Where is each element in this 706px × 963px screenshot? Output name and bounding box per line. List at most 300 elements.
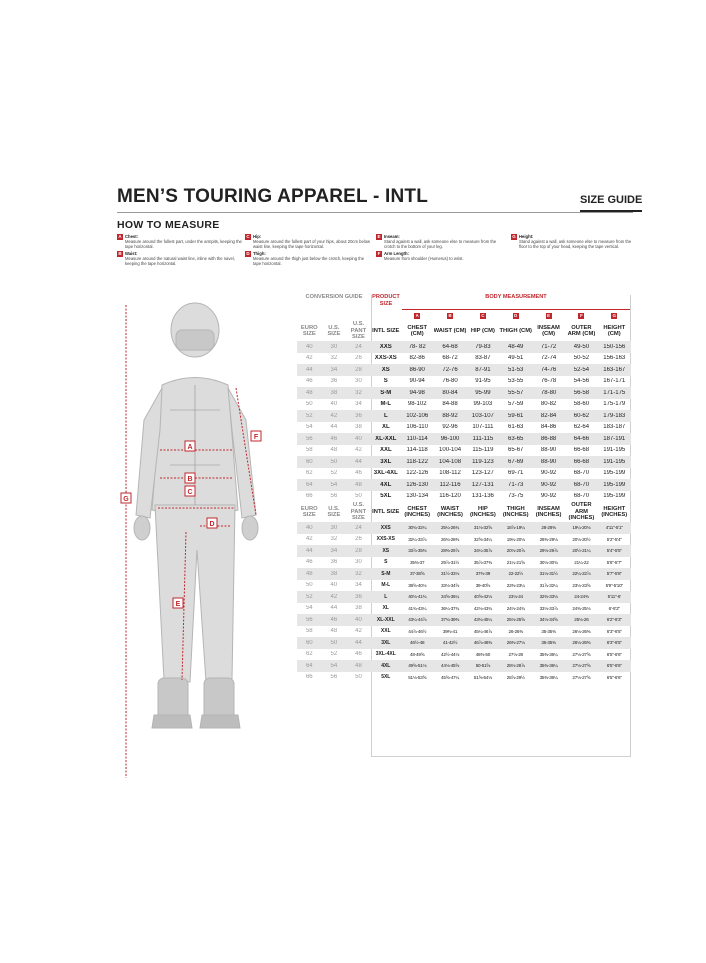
table-cell: 56-58 (573, 389, 590, 396)
table-cell: 191-195 (603, 447, 626, 454)
table-cell: 44 (330, 605, 338, 612)
table-cell: 40⅝-42⅛ (473, 594, 492, 600)
table-cell: 76-80 (442, 378, 458, 385)
table-cell: 48-49⅝ (410, 651, 425, 657)
table-cell: 50 (330, 639, 338, 646)
inch-header-row (297, 502, 631, 522)
table-cell: 40 (355, 435, 362, 442)
table-cell: 150-156 (603, 343, 626, 350)
table-cell: 66 (305, 674, 313, 681)
table-cell: 46 (305, 559, 313, 566)
table-cell: 94-98 (409, 389, 425, 396)
table-cell: 104-108 (439, 458, 462, 465)
table-cell: 60 (305, 458, 313, 465)
table-cell: XXS (380, 524, 391, 531)
table-cell: 68-70 (573, 470, 590, 477)
table-cell: 108-112 (439, 470, 461, 477)
table-cell: 20⅛-20½ (572, 536, 591, 542)
table-cell: 56 (305, 616, 313, 623)
table-cell: 35⅜-36¼ (539, 674, 558, 680)
column-header: INSEAM (INCHES) (535, 505, 562, 518)
table-cell: 6'3"-6'5" (606, 628, 622, 634)
column-header: INTL SIZE (372, 327, 400, 334)
table-cell: 19¼-20⅛ (506, 536, 525, 542)
table-cell: 42½-44⅛ (441, 651, 460, 657)
table-cell: 20½-21¼ (572, 548, 591, 554)
instruction-chest: A Chest: Measure around the fullest part, under the armpits, keeping the tape horizontal. (118, 234, 242, 249)
table-row (297, 603, 631, 615)
table-cell: 167-171 (603, 378, 626, 385)
column-header: THIGH (CM) (499, 327, 532, 334)
table-cell: 54-56 (573, 378, 590, 385)
table-cell: 32⅜-33⅛ (539, 594, 558, 600)
column-header: INTL SIZE (372, 508, 400, 515)
table-cell: 34¼-35⅞ (473, 548, 492, 554)
table-cell: 18⅞-19¼ (506, 525, 525, 531)
badge-d: D (246, 251, 250, 256)
table-cell: 36 (355, 593, 362, 600)
table-cell: 39⅜-41 (442, 628, 458, 634)
table-cell: 46 (305, 378, 313, 385)
badge-e: E (377, 234, 381, 239)
table-cell: 22-22½ (508, 571, 523, 577)
table-cell: 50 (355, 493, 362, 500)
table-cell: 66-68 (573, 447, 590, 454)
table-cell: 5XL (381, 674, 391, 681)
table-cell: 82-86 (409, 355, 425, 362)
table-cell: 34 (330, 366, 338, 373)
table-row (297, 341, 631, 353)
instruction-thigh: D Thigh: Measure around the thigh just below the crotch, keeping the tape horizontal. (246, 251, 365, 266)
table-cell: 34⅛-34⅝ (539, 617, 558, 623)
table-cell: 88-90 (540, 447, 557, 454)
instruction-arm-length: F Arm Length: Measure from shoulder (Humerus) to wrist. (377, 251, 464, 261)
table-cell: 22¼-22⅞ (572, 571, 591, 577)
table-cell: 30 (355, 559, 362, 566)
table-cell: 44 (355, 639, 362, 646)
table-cell: 5'7"-5'8" (606, 571, 622, 577)
table-cell: XS (381, 366, 390, 373)
table-cell: 195-199 (603, 470, 626, 477)
table-cell: 56 (330, 493, 338, 500)
table-cell: 130-134 (406, 493, 429, 500)
table-row (297, 660, 631, 672)
table-cell: S-M (380, 389, 392, 396)
table-cell: 66-68 (573, 458, 590, 465)
table-cell: 21¼-22 (574, 559, 589, 565)
table-cell: S (384, 559, 388, 566)
table-cell: 26 (355, 536, 362, 543)
table-cell: 64 (305, 662, 313, 669)
table-cell: 36 (330, 378, 338, 385)
table-cell: 35⅜-36¼ (539, 663, 558, 669)
column-header: WAIST (INCHES) (437, 505, 463, 518)
table-row (297, 522, 631, 534)
table-cell: 118-122 (406, 458, 428, 465)
table-cell: 45¼-46⅞ (473, 628, 492, 634)
table-cell: 42 (330, 593, 338, 600)
table-cell: 46⅞-48⅜ (473, 640, 492, 646)
table-cell: 20⅛-20⅞ (506, 548, 525, 554)
cm-header-row (297, 321, 631, 341)
table-cell: 83-87 (475, 355, 491, 362)
table-row (297, 626, 631, 638)
table-cell: 73-75 (508, 493, 524, 500)
table-cell: 106-110 (406, 424, 428, 431)
table-cell: 48-49 (508, 343, 524, 350)
figure-tag-b (185, 473, 195, 483)
figure-tag-e (173, 598, 183, 608)
table-cell: 51-53 (508, 366, 524, 373)
table-cell: 33⅞-35⅜ (408, 548, 427, 554)
table-cell: 6'5"-6'6" (606, 651, 622, 657)
table-cell: 58 (305, 628, 313, 635)
table-row (297, 591, 631, 603)
svg-text:E: E (175, 601, 181, 608)
table-cell: 24⅛-24¾ (506, 605, 525, 611)
table-cell: 34⅝-36¼ (441, 594, 460, 600)
table-cell: 31½-33⅛ (441, 571, 460, 577)
table-cell: 35⅜-36¼ (539, 651, 558, 657)
table-cell: 44 (355, 458, 362, 465)
table-cell: 46 (330, 616, 338, 623)
table-cell: 38 (355, 605, 362, 612)
table-cell: 44⅛-45⅝ (441, 663, 460, 669)
table-cell: 44 (305, 547, 313, 554)
table-cell: 37¾-39⅜ (441, 617, 460, 623)
table-cell: 28 (355, 547, 362, 554)
table-cell: 32¼-33⅞ (408, 536, 427, 542)
table-cell: 50 (305, 401, 313, 408)
table-cell: 42 (305, 355, 313, 362)
table-cell: 24 (355, 343, 362, 350)
table-cell: 26-26⅜ (508, 628, 523, 634)
table-cell: 68-70 (573, 481, 590, 488)
table-row (297, 433, 631, 445)
table-cell: 71-72 (540, 343, 557, 350)
table-cell: XL (381, 424, 390, 431)
table-cell: 95-99 (475, 389, 491, 396)
svg-text:B: B (187, 476, 193, 483)
table-cell: 24-24⅜ (574, 594, 589, 600)
table-row (297, 445, 631, 457)
table-cell: 23⅛-24 (508, 594, 523, 600)
table-cell: 52 (330, 651, 338, 658)
table-cell: 50 (330, 458, 338, 465)
column-letter-badge: A (415, 313, 419, 318)
table-cell: 69-71 (508, 470, 524, 477)
table-cell: 187-191 (603, 435, 626, 442)
table-cell: 60 (305, 639, 313, 646)
table-cell: 42 (305, 536, 313, 543)
table-row (297, 479, 631, 491)
table-cell: 53-55 (508, 378, 524, 385)
table-cell: 54 (305, 424, 313, 431)
table-cell: 50 (355, 674, 362, 681)
table-cell: 30 (330, 524, 338, 531)
table-cell: 48 (305, 389, 313, 396)
table-cell: 48 (330, 628, 338, 635)
instruction-height: G Height: Stand against a wall, ask someone else to measure from the floor to the top of your head, keeping the tape vertical. (512, 234, 632, 249)
table-cell: 86-90 (409, 366, 425, 373)
table-cell: 171-175 (603, 389, 626, 396)
table-cell: 21¼-21⅝ (506, 559, 525, 565)
table-cell: 52 (330, 470, 338, 477)
body-measurement-header: BODY MEASUREMENT (485, 294, 547, 300)
table-cell: 5'4"-5'5" (606, 548, 622, 554)
table-cell: 42 (330, 412, 338, 419)
table-cell: 156-163 (603, 355, 626, 362)
table-cell: 49⅝-51⅛ (408, 663, 427, 669)
table-cell: 48 (305, 570, 313, 577)
table-cell: 41¾-43¼ (408, 605, 427, 611)
conversion-guide-header: CONVERSION GUIDE (305, 294, 363, 300)
table-cell: 25⅛-25⅝ (506, 617, 525, 623)
figure-tag-a (185, 441, 195, 451)
table-cell: 19¼-20⅛ (572, 525, 591, 531)
table-cell: 43¼-44⅞ (408, 617, 427, 623)
table-cell: 88-90 (540, 458, 557, 465)
table-cell: 29⅛-29⅞ (539, 548, 558, 554)
table-cell: 175-179 (603, 401, 626, 408)
table-row (297, 456, 631, 468)
table-row (297, 422, 631, 434)
table-cell: 112-116 (439, 481, 461, 488)
table-cell: 102-106 (406, 412, 429, 419)
table-cell: 5XL (380, 493, 392, 500)
table-row (297, 637, 631, 649)
table-cell: 59-61 (508, 412, 524, 419)
table-cell: 23⅛-23⅝ (572, 582, 591, 588)
table-cell: 26¾-28⅜ (441, 536, 460, 542)
figure-tag-f (251, 431, 261, 441)
table-cell: 72-74 (540, 355, 557, 362)
table-cell: 90-94 (409, 378, 425, 385)
svg-text:D: D (209, 521, 215, 528)
table-cell: 56 (330, 674, 338, 681)
column-header: HIP (INCHES) (470, 505, 496, 518)
column-header: WAIST (CM) (433, 327, 467, 334)
table-cell: 28⅜-29⅛ (539, 536, 558, 542)
column-letter-badge: B (448, 313, 452, 318)
table-cell: 64-68 (442, 343, 458, 350)
table-cell: 26⅛-26⅜ (572, 640, 591, 646)
table-cell: 50 (305, 582, 313, 589)
table-cell: 67-69 (508, 458, 524, 465)
table-row (297, 557, 631, 569)
svg-text:F: F (253, 434, 259, 441)
table-cell: 122-126 (406, 470, 429, 477)
table-cell: XXS-XS (376, 536, 395, 543)
table-cell: 103-107 (471, 412, 494, 419)
instruction-inseam: E Inseam: Stand against a wall, ask someone else to measure from the crotch to the bottom of your leg. (377, 234, 497, 249)
table-cell: XL (382, 605, 389, 612)
table-cell: 32 (355, 389, 362, 396)
table-cell: 31⅛-31½ (539, 571, 558, 577)
table-cell: 50-51⅝ (475, 663, 491, 669)
table-cell: 3XL (381, 639, 391, 646)
table-cell: 32 (330, 355, 338, 362)
instruction-waist: B Waist: Measure around the natural waist line, inline with the navel, keeping the tape horizontal. (118, 251, 235, 266)
table-cell: 4XL (380, 481, 392, 488)
table-cell: 5'6"-5'7" (606, 559, 622, 565)
table-cell: 48 (330, 447, 338, 454)
table-cell: 90-92 (540, 470, 557, 477)
table-cell: 33⅛-33⅞ (539, 605, 558, 611)
rider-figure (110, 300, 280, 780)
table-cell: S (383, 378, 388, 385)
table-row (297, 580, 631, 592)
figure-tag-d (207, 518, 217, 528)
table-cell: 127-131 (471, 481, 494, 488)
table-cell: 58-60 (573, 401, 590, 408)
table-cell: 36 (355, 412, 362, 419)
table-cell: XL-XXL (376, 616, 395, 623)
table-cell: 5'11"-6' (607, 594, 621, 600)
table-cell: 32 (330, 536, 338, 543)
table-cell: XXS-XS (374, 355, 397, 362)
table-cell: 179-183 (603, 412, 626, 419)
column-header: CHEST (CM) (407, 324, 428, 337)
table-cell: 49-50 (573, 343, 590, 350)
size-guide-label: SIZE GUIDE (580, 194, 642, 212)
column-header: EURO SIZE (300, 324, 318, 337)
table-cell: 30 (330, 343, 338, 350)
table-cell: 36 (330, 559, 338, 566)
table-cell: 68-70 (573, 493, 590, 500)
table-cell: M-L (380, 401, 392, 408)
table-cell: 43¾-45¼ (473, 617, 492, 623)
table-cell: 44⅞-46½ (408, 628, 427, 634)
table-row (297, 545, 631, 557)
table-cell: 80-84 (442, 389, 458, 396)
table-cell: 31⅛-32⅝ (473, 525, 492, 531)
table-cell: L (383, 412, 388, 419)
table-cell: 28-28⅜ (541, 525, 556, 531)
table-cell: 78-80 (540, 389, 557, 396)
table-cell: 29⅞-31½ (441, 559, 460, 565)
table-cell: 86-88 (540, 435, 557, 442)
table-cell: 27⅛-27⅝ (572, 651, 591, 657)
table-row (297, 364, 631, 376)
body-measurement-underline (402, 309, 630, 310)
table-cell: 54 (305, 605, 313, 612)
table-cell: 28⅜-29⅞ (441, 548, 460, 554)
table-cell: 42 (355, 447, 362, 454)
table-cell: 40⅛-41¾ (408, 594, 427, 600)
table-cell: 38 (330, 570, 338, 577)
table-cell: 39-40⅝ (475, 582, 491, 588)
figure-tag-c (185, 486, 195, 496)
column-header: OUTER ARM (CM) (567, 324, 596, 337)
table-cell: 45⅝-47¼ (441, 674, 460, 680)
badge-f: F (377, 251, 381, 256)
table-cell: 163-167 (603, 366, 626, 373)
table-row (297, 410, 631, 422)
table-cell: 40 (330, 582, 338, 589)
table-cell: 28⅛-28⅞ (506, 663, 525, 669)
table-row (297, 672, 631, 684)
table-cell: 50-52 (573, 355, 590, 362)
table-cell: 30⅛-30¾ (539, 559, 558, 565)
table-cell: 61-63 (508, 424, 524, 431)
table-cell: 37-38⅝ (410, 571, 425, 577)
table-cell: 27⅛-28 (508, 651, 523, 657)
instructions-column-3 (376, 234, 504, 263)
table-cell: 119-123 (472, 458, 494, 465)
table-cell: 48 (355, 662, 362, 669)
table-cell: 6'2"-6'3" (606, 617, 622, 623)
table-cell: 26 (355, 355, 362, 362)
figure-tag-g (121, 493, 131, 503)
column-header: CHEST (INCHES) (404, 505, 431, 518)
table-cell: 74-76 (540, 366, 557, 373)
table-cell: 32⅝-34¼ (473, 536, 492, 542)
table-cell: 84-86 (540, 424, 557, 431)
table-cell: 34 (330, 547, 338, 554)
table-cell: 46 (330, 435, 338, 442)
rider-illustration (110, 300, 280, 780)
table-cell: 24⅜-25⅛ (572, 605, 591, 611)
table-cell: 40 (305, 524, 313, 531)
table-cell: 91-95 (475, 378, 491, 385)
table-cell: 40 (305, 343, 313, 350)
column-header: HEIGHT (INCHES) (601, 505, 628, 518)
table-cell: 34 (355, 582, 362, 589)
table-cell: 88-92 (442, 412, 458, 419)
table-cell: 71-73 (508, 481, 524, 488)
table-cell: 6'5"-6'6" (606, 663, 622, 669)
table-cell: 30 (355, 378, 362, 385)
table-cell: 38 (330, 389, 338, 396)
table-cell: 26⅜-27⅛ (506, 640, 525, 646)
column-letter-row (297, 311, 631, 321)
table-cell: 44 (330, 424, 338, 431)
table-cell: 6'3"-6'5" (606, 640, 622, 646)
table-cell: L (384, 593, 388, 600)
column-header: THIGH (INCHES) (502, 505, 529, 518)
table-cell: 64-66 (573, 435, 590, 442)
table-cell: 51⅛-53⅝ (408, 674, 427, 680)
table-cell: 46 (355, 651, 362, 658)
svg-text:G: G (123, 496, 129, 503)
table-cell: 26⅛-26⅜ (572, 628, 591, 634)
table-cell: 84-88 (442, 401, 458, 408)
table-row (297, 568, 631, 580)
table-cell: 111-115 (472, 435, 494, 442)
table-cell: 54 (330, 481, 338, 488)
table-cell: 32 (355, 570, 362, 577)
column-header: OUTER ARM (INCHES) (568, 502, 595, 522)
table-cell: 30¾-32¼ (408, 525, 427, 531)
column-header: HEIGHT (CM) (603, 324, 626, 337)
table-cell: 58 (305, 447, 313, 454)
table-cell: 27⅛-27⅝ (572, 674, 591, 680)
table-cell: 38⅝-40⅛ (408, 582, 427, 588)
badge-c: C (246, 234, 250, 239)
table-row (297, 353, 631, 365)
badge-g: G (512, 234, 516, 239)
table-cell: 35⅜-37 (410, 559, 425, 565)
table-cell: 123-127 (471, 470, 494, 477)
table-cell: 40 (355, 616, 362, 623)
table-cell: 42 (355, 628, 362, 635)
table-cell: 116-120 (439, 493, 461, 500)
table-cell: 52-54 (573, 366, 590, 373)
table-cell: 48⅜-50 (475, 651, 491, 657)
table-cell: XXL (380, 628, 391, 635)
table-cell: 52 (305, 412, 313, 419)
